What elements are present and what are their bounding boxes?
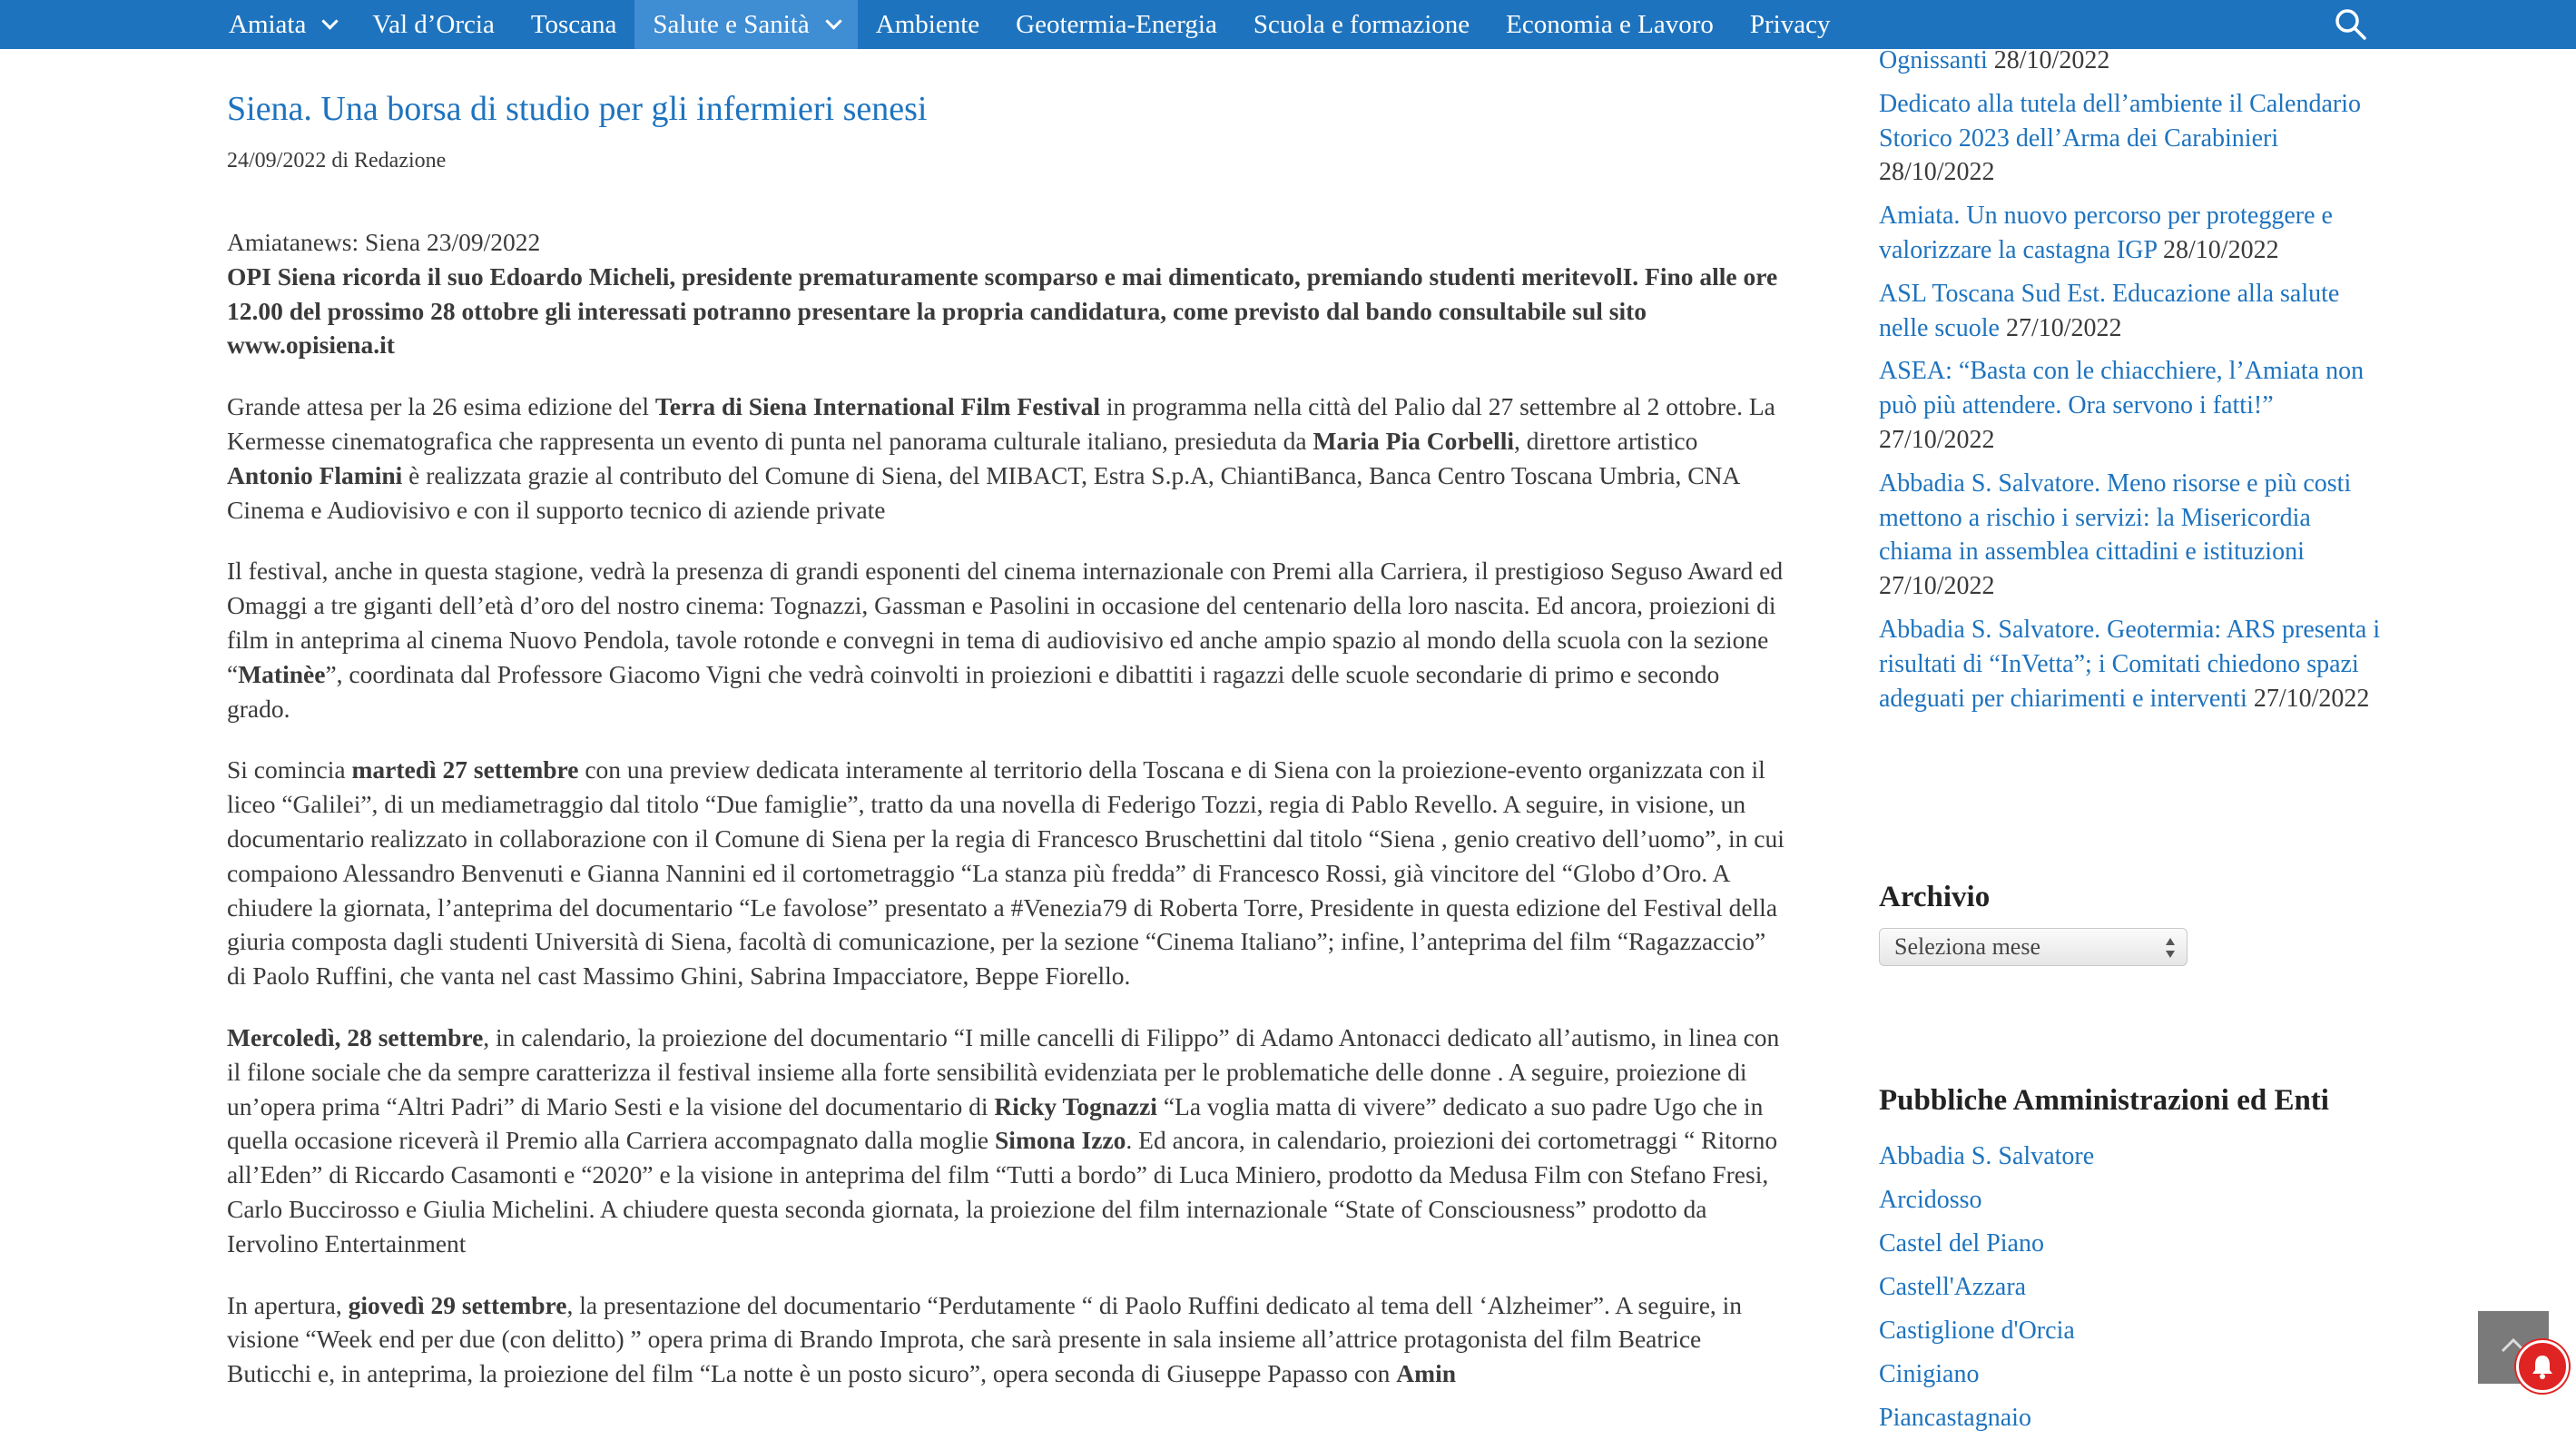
- text-segment: “La voglia matta di vivere” dedicato a suo padre Ugo che in quella occasione riceverà il Premio alla Carriera accompagnato dalla moglie: [227, 1091, 1764, 1155]
- public-administration-item: [1879, 1353, 2329, 1396]
- recent-post-item: [1879, 199, 2387, 268]
- text-segment: In apertura,: [227, 1290, 349, 1319]
- public-administrations-widget: [1879, 1080, 2329, 1440]
- nav-item-amiata[interactable]: [211, 0, 354, 49]
- bold-text: Simona Izzo: [995, 1126, 1126, 1155]
- public-administration-item: [1879, 1222, 2329, 1266]
- article-paragraph: [227, 390, 1788, 527]
- recent-post-date: 27/10/2022: [1879, 425, 1995, 454]
- text-segment: , la presentazione del documentario “Perdutamente “ di Paolo Ruffini dedicato al tema dell ‘Alzheimer”. A seguire, in visione “Week end per due (con delitto) ” opera prima di Brando Improta, che sarà presente in sala insieme all’attrice protagonista del film Beatrice Buticchi e, in anteprima, la proiezione del film “La notte è un posto sicuro”, opera seconda di Giuseppe Papasso con: [227, 1290, 1743, 1388]
- nav-item-val-d-orcia[interactable]: [354, 0, 512, 49]
- article-author[interactable]: Redazione: [354, 149, 447, 173]
- recent-post-date: 28/10/2022: [1879, 158, 1995, 187]
- archive-select-value: Seleziona mese: [1894, 933, 2040, 960]
- article-paragraph: [227, 1021, 1788, 1261]
- text-segment: Si comincia: [227, 755, 352, 784]
- public-administration-link[interactable]: Castell'Azzara: [1879, 1273, 2027, 1301]
- public-administration-link[interactable]: Piancastagnaio: [1879, 1404, 2031, 1432]
- nav-item-ambiente[interactable]: [858, 0, 998, 49]
- article-paragraph: [227, 753, 1788, 993]
- article-paragraph: [227, 554, 1788, 725]
- bold-text: Matinèe: [238, 659, 326, 688]
- text-segment: Il festival, anche in questa stagione, vedrà la presenza di grandi esponenti del cinema internazionale con Premi alla Carriera, il prestigioso Seguso Award ed Omaggi a tre giganti dell’età d’oro del nostro cinema: Tognazzi, Gassman e Pasolini in occasione del centenario della loro nascita. Ed ancora, proiezioni di film in anteprima al cinema Nuovo Pendola, tavole rotonde e convegni in tema di audiovisivo ed anche ampio spazio al mondo della scuola con la sezione “: [227, 557, 1784, 688]
- nav-item-label: Toscana: [530, 9, 617, 39]
- recent-post-item: [1879, 613, 2387, 715]
- nav-item-privacy[interactable]: [1732, 0, 1849, 49]
- text-segment: Amiatanews: Siena 23/09/2022: [227, 228, 541, 256]
- text-segment: è realizzata grazie al contributo del Comune di Siena, del MIBACT, Estra S.p.A, ChiantiBanca, Banca Centro Toscana Umbria, CNA Cinema e Audiovisivo e con il supporto tecnico di aziende private: [227, 460, 1739, 524]
- nav-item-label: Scuola e formazione: [1253, 9, 1470, 39]
- public-administrations-list: [1879, 1135, 2329, 1440]
- recent-post-date: 28/10/2022: [1993, 46, 2110, 74]
- nav-item-label: Val d’Orcia: [372, 9, 495, 39]
- bold-text: Amin: [1396, 1359, 1456, 1388]
- recent-post-date: 27/10/2022: [2005, 313, 2122, 342]
- article-paragraph: [227, 1288, 1788, 1391]
- recent-post-item: [1879, 277, 2387, 346]
- archive-month-select[interactable]: [1879, 928, 2188, 966]
- public-administration-link[interactable]: Castel del Piano: [1879, 1229, 2044, 1258]
- public-administration-link[interactable]: Arcidosso: [1879, 1186, 1982, 1214]
- text-segment: in programma nella città del Palio dal 27 settembre al 2 ottobre. La Kermesse cinematografica che rappresenta un evento di punta nel panorama culturale italiano, presieduta da: [227, 392, 1775, 455]
- search-icon[interactable]: [2333, 6, 2369, 43]
- sidebar-recent-posts: [1879, 44, 2387, 725]
- nav-item-toscana[interactable]: [513, 0, 635, 49]
- public-administration-item: [1879, 1396, 2329, 1440]
- nav-item-label: Privacy: [1749, 9, 1831, 39]
- article-meta: [227, 143, 1788, 178]
- text-segment: . Ed ancora, in calendario, proiezioni dei cortometraggi “ Ritorno all’Eden” di Riccardo Casamonti e “2020” e la visione in anteprima del film “Tutti a bordo” di Luca Miniero, prodotto da Medusa Film con Stefano Fresi, Carlo Buccirosso e Giulia Michelini. A chiudere questa seconda giornata, la proiezione del film internazionale “State of Consciousness” prodotto da Iervolino Entertainment: [227, 1126, 1778, 1258]
- recent-post-link[interactable]: Amiata. Un nuovo percorso per proteggere e valorizzare la castagna IGP: [1879, 202, 2333, 264]
- recent-post-item: [1879, 467, 2387, 604]
- public-administrations-title: Pubbliche Amministrazioni ed Enti: [1879, 1084, 2329, 1117]
- recent-post-link[interactable]: Dedicato alla tutela dell’ambiente il Calendario Storico 2023 dell’Arma dei Carabinieri: [1879, 89, 2362, 153]
- recent-post-date: 28/10/2022: [2163, 235, 2279, 264]
- chevron-down-icon: [825, 13, 841, 29]
- bold-text: martedì 27 settembre: [351, 755, 579, 784]
- archive-widget: [1879, 877, 2188, 966]
- recent-post-link[interactable]: Abbadia S. Salvatore. Geotermia: ARS presenta i risultati di “InVetta”; i Comitati chiedono spazi adeguati per chiarimenti e interventi: [1879, 615, 2381, 713]
- nav-item-economia-e-lavoro[interactable]: [1488, 0, 1732, 49]
- article-body: [227, 225, 1788, 1391]
- text-segment: ”, coordinata dal Professore Giacomo Vigni che vedrà coinvolti in proiezioni e dibattiti i ragazzi delle scuole secondarie di primo e secondo grado.: [227, 659, 1720, 723]
- notification-bell-button[interactable]: [2516, 1340, 2569, 1393]
- byline-text: di: [331, 149, 349, 173]
- bold-text: Antonio Flamini: [227, 460, 403, 489]
- bold-text: Ricky Tognazzi: [994, 1091, 1157, 1120]
- nav-item-geotermia-energia[interactable]: [998, 0, 1235, 49]
- recent-post-item: [1879, 87, 2387, 190]
- nav-item-scuola-e-formazione[interactable]: [1235, 0, 1488, 49]
- text-segment: , direttore artistico: [1513, 426, 1698, 455]
- main-navigation: [0, 0, 2576, 49]
- public-administration-item: [1879, 1266, 2329, 1309]
- recent-post-link[interactable]: ASL Toscana Sud Est. Educazione alla salute nelle scuole: [1879, 279, 2340, 342]
- recent-post-item: [1879, 44, 2387, 78]
- recent-posts-list: [1879, 44, 2387, 715]
- bold-text: Mercoledì, 28 settembre: [227, 1022, 484, 1051]
- article: [227, 82, 1788, 1418]
- public-administration-link[interactable]: Cinigiano: [1879, 1360, 1980, 1388]
- public-administration-item: [1879, 1309, 2329, 1353]
- chevron-down-icon: [322, 13, 339, 29]
- nav-item-salute-e-sanit[interactable]: [634, 0, 857, 49]
- nav-menu: [211, 0, 1848, 49]
- recent-post-link[interactable]: ASEA: “Basta con le chiacchiere, l’Amiata non può più attendere. Ora servono i fatti!”: [1879, 357, 2365, 420]
- public-administration-item: [1879, 1179, 2329, 1222]
- recent-post-date: 27/10/2022: [2253, 684, 2370, 713]
- text-segment: , in calendario, la proiezione del documentario “I mille cancelli di Filippo” di Adamo Antonacci dedicato all’autismo, in linea con il filone sociale che da sempre caratterizza il festival insieme alla forte sensibilità evidenziata per le problematiche delle donne . A seguire, proiezione di un’opera prima “Altri Padri” di Mario Sesti e la visione del documentario di: [227, 1022, 1780, 1120]
- recent-post-link[interactable]: Ognissanti: [1879, 46, 1988, 74]
- public-administration-item: [1879, 1135, 2329, 1179]
- recent-post-item: [1879, 354, 2387, 457]
- article-title[interactable]: Siena. Una borsa di studio per gli infermieri senesi: [227, 90, 928, 128]
- bold-text: OPI Siena ricorda il suo Edoardo Micheli, presidente prematuramente scomparso e mai dimenticato, premiando studenti meritevolI. Fino alle ore 12.00 del prossimo 28 ottobre gli interessati potranno presentare la propria candidatura, come previsto dal bando consultabile sul sito www.opisiena.it: [227, 261, 1778, 360]
- public-administration-link[interactable]: Abbadia S. Salvatore: [1879, 1142, 2095, 1170]
- recent-post-link[interactable]: Abbadia S. Salvatore. Meno risorse e più costi mettono a rischio i servizi: la Misericordia chiama in assemblea cittadini e istituzioni: [1879, 468, 2352, 567]
- public-administration-link[interactable]: Castiglione d'Orcia: [1879, 1317, 2075, 1345]
- select-arrows-icon: [2165, 936, 2176, 960]
- bold-text: Maria Pia Corbelli: [1313, 426, 1514, 455]
- nav-item-label: Salute e Sanità: [653, 9, 810, 39]
- archive-title: Archivio: [1879, 881, 1991, 913]
- nav-item-label: Geotermia-Energia: [1016, 9, 1217, 39]
- article-date[interactable]: 24/09/2022: [227, 149, 327, 173]
- recent-post-date: 27/10/2022: [1879, 572, 1995, 601]
- nav-item-label: Economia e Lavoro: [1506, 9, 1714, 39]
- text-segment: Grande attesa per la 26 esima edizione del: [227, 392, 655, 421]
- nav-item-label: Ambiente: [875, 9, 980, 39]
- nav-item-label: Amiata: [229, 9, 307, 39]
- bell-icon: [2530, 1353, 2555, 1380]
- bold-text: giovedì 29 settembre: [348, 1290, 567, 1319]
- article-paragraph: [227, 225, 1788, 362]
- bold-text: Terra di Siena International Film Festival: [654, 392, 1101, 421]
- text-segment: con una preview dedicata interamente al territorio della Toscana e di Siena con la proiezione-evento organizzata con il liceo “Galilei”, di un mediametraggio dal titolo “Due famiglie”, tratto da una novella di Federigo Tozzi, regia di Pablo Revello. A seguire, in visione, un documentario realizzato in collaborazione con il Comune di Siena per la regia di Francesco Bruschettini dal titolo “Siena , genio creativo dell’uomo”, in cui compaiono Alessandro Benvenuti e Gianna Nannini ed il cortometraggio “La stanza più fredda” di Francesco Rossi, già vincitore del “Globo d’Oro. A chiudere la giornata, l’anteprima del documentario “Le favolose” presentato a #Venezia79 di Roberta Torre, Presidente in questa edizione del Festival della giuria composta dagli studenti Università di Siena, facoltà di comunicazione, per la sezione “Cinema Italiano”; infine, l’anteprima del film “Ragazzaccio” di Paolo Ruffini, che vanta nel cast Massimo Ghini, Sabrina Impacciatore, Beppe Fiorello.: [227, 755, 1785, 991]
